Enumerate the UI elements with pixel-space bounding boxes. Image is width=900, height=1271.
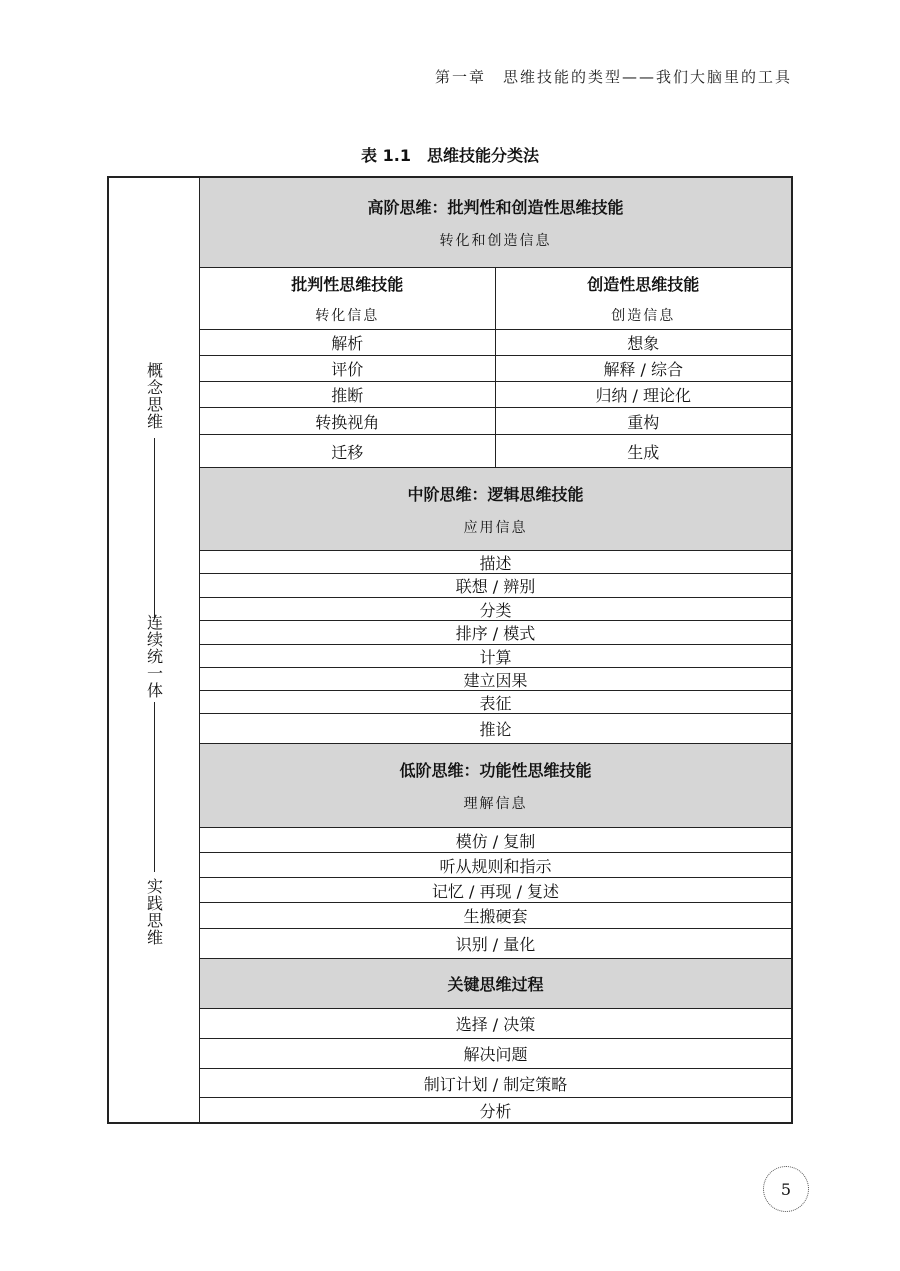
- axis-line-lower: [154, 702, 155, 872]
- table-caption: 表 1.1 思维技能分类法: [361, 146, 539, 165]
- table-row: [200, 382, 791, 408]
- section-title: 高阶思维：批判性和创造性思维技能: [367, 198, 624, 217]
- table-row: 解决问题: [200, 1039, 791, 1069]
- axis-line-upper: [154, 438, 155, 618]
- table-row: 制订计划 / 制定策略: [200, 1069, 791, 1098]
- creative-cell: 归纳 / 理论化: [595, 386, 692, 405]
- column-title: 批判性思维技能: [291, 275, 404, 294]
- table-row: 记忆 / 再现 / 复述: [200, 878, 791, 903]
- table-row: 生搬硬套: [200, 903, 791, 929]
- taxonomy-table: [107, 176, 793, 1124]
- critical-cell: 解析: [200, 330, 496, 355]
- critical-cell: 转换视角: [200, 408, 496, 434]
- section-header-higher: [200, 178, 791, 268]
- section-subtitle: 应用信息: [463, 519, 528, 536]
- running-head: 第一章 思维技能的类型——我们大脑里的工具: [434, 68, 792, 86]
- table-row: 分析: [479, 1101, 512, 1121]
- section-subtitle: 转化和创造信息: [439, 233, 552, 249]
- critical-cell: 推断: [200, 382, 496, 407]
- column-header-critical: [200, 268, 496, 329]
- axis-label-continuum: 连续统一体: [144, 614, 164, 699]
- section-title: 关键思维过程: [447, 975, 544, 994]
- table-row: [200, 330, 791, 356]
- creative-cell: 解释 / 综合: [603, 360, 684, 379]
- critical-cell: 迁移: [200, 435, 496, 467]
- table-row: 选择 / 决策: [200, 1009, 791, 1039]
- column-header-creative: [496, 268, 792, 329]
- table-row: 推论: [200, 714, 791, 744]
- table-row: [200, 408, 791, 435]
- axis-label-practical: 实践思维: [144, 878, 164, 946]
- table-row: 表征: [200, 691, 791, 714]
- section-subtitle: 理解信息: [463, 796, 528, 812]
- table-row: [200, 356, 791, 382]
- section-title: 中阶思维：逻辑思维技能: [407, 484, 584, 504]
- column-subtitle: 创造信息: [611, 308, 676, 324]
- table-body: [200, 178, 791, 1122]
- axis-label-conceptual: 概念思维: [144, 362, 164, 430]
- table-row: 识别 / 量化: [200, 929, 791, 959]
- column-subtitle: 转化信息: [315, 308, 380, 324]
- creative-cell: 生成: [627, 442, 660, 462]
- section-header-key: [200, 959, 791, 1009]
- table-row: 建立因果: [200, 668, 791, 691]
- section-title: 低阶思维：功能性思维技能: [399, 761, 592, 780]
- table-row: 听从规则和指示: [200, 853, 791, 878]
- section-header-lower: [200, 744, 791, 828]
- section-header-middle: [200, 468, 791, 551]
- column-header-row: [200, 268, 791, 330]
- table-row: 模仿 / 复制: [200, 828, 791, 853]
- critical-cell: 评价: [200, 356, 496, 381]
- page-number: 5: [763, 1166, 809, 1212]
- table-row: 分类: [200, 598, 791, 621]
- table-row: 计算: [200, 645, 791, 668]
- continuum-axis: [109, 178, 200, 1122]
- table-row: [200, 435, 791, 468]
- creative-cell: 重构: [627, 412, 660, 432]
- table-row: 联想 / 辨别: [200, 574, 791, 598]
- creative-cell: 想象: [627, 334, 660, 353]
- table-row: 描述: [200, 551, 791, 574]
- column-title: 创造性思维技能: [587, 275, 700, 294]
- table-row: 排序 / 模式: [200, 621, 791, 645]
